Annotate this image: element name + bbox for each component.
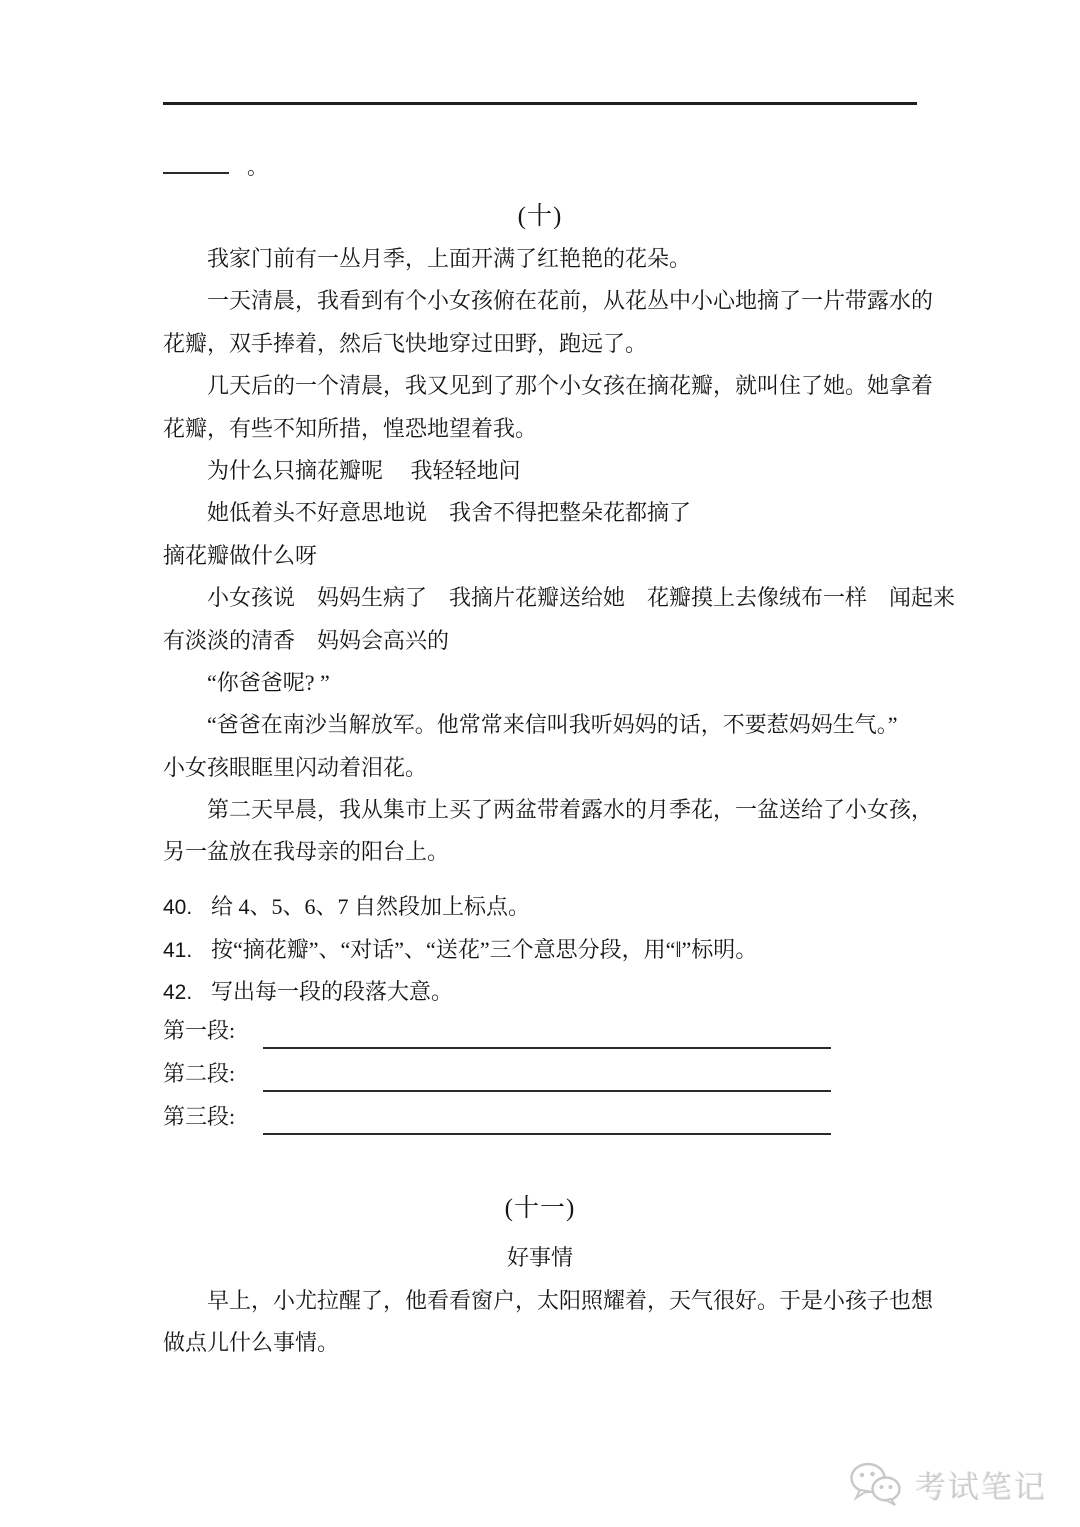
section-eleven-heading: (十一): [504, 1195, 576, 1222]
passage-line: 第二天早晨，我从集市上买了两盆带着露水的月季花，一盆送给了小女孩，: [207, 797, 934, 823]
passage-line: 摘花瓣做什么呀: [163, 542, 318, 568]
watermark: [847, 1461, 1047, 1507]
passage-line: 我家门前有一丛月季，上面开满了红艳艳的花朵。: [207, 246, 692, 271]
summary-label: 第一段:: [163, 1018, 236, 1043]
passage-line: 早上，小尤拉醒了，他看看窗户，太阳照耀着，天气很好。于是小孩子也想: [207, 1288, 934, 1313]
wechat-icon: [847, 1461, 905, 1507]
answer-fill-row: [163, 148, 268, 182]
fill-period: 。: [247, 155, 268, 179]
answer-blank-line: [263, 1101, 831, 1135]
paragraph-summary-blanks: [163, 1006, 923, 1135]
question-item: [163, 929, 923, 972]
passage-line: 做点儿什么事情。: [163, 1330, 340, 1356]
passage-line: 有淡淡的清香 妈妈会高兴的: [163, 627, 450, 653]
passage-line: 几天后的一个清晨，我又见到了那个小女孩在摘花瓣，就叫住了她。她拿着: [207, 373, 934, 399]
passage-line: 为什么只摘花瓣呢 我轻轻地问: [207, 457, 521, 483]
passage-line: “你爸爸呢? ”: [207, 669, 330, 695]
passage-line: 花瓣，有些不知所措，惶恐地望着我。: [163, 415, 538, 441]
question-number: 42.: [163, 981, 193, 1005]
answer-blank-line: [263, 1058, 831, 1092]
story-title: 好事情: [506, 1245, 573, 1270]
passage-line: 另一盆放在我母亲的阳台上。: [163, 839, 450, 865]
passage-line: 一天清晨，我看到有个小女孩俯在花前，从花丛中小心地摘了一片带露水的: [207, 288, 934, 314]
passage-line: 她低着头不好意思地说 我舍不得把整朵花都摘了: [207, 500, 692, 526]
answer-blank-line: [163, 148, 229, 174]
question-text: 写出每一段的段落大意。: [211, 979, 454, 1005]
summary-row: [163, 1006, 923, 1049]
question-number: 41.: [163, 938, 193, 962]
summary-row: [163, 1049, 923, 1092]
passage-line: 花瓣，双手捧着，然后飞快地穿过田野，跑远了。: [163, 330, 648, 356]
passage-line: 小女孩眼眶里闪动着泪花。: [163, 754, 428, 780]
summary-label: 第二段:: [163, 1061, 236, 1086]
section-ten-heading: (十): [517, 203, 563, 230]
passage-line: 小女孩说 妈妈生病了 我摘片花瓣送给她 花瓣摸上去像绒布一样 闻起来: [207, 585, 956, 611]
question-text: 给 4、5、6、7 自然段加上标点。: [211, 894, 531, 919]
summary-row: [163, 1092, 923, 1135]
question-text: 按“摘花瓣”、“对话”、“送花”三个意思分段，用“‖”标明。: [211, 936, 758, 962]
summary-label: 第三段:: [163, 1104, 236, 1129]
question-list: [163, 886, 923, 1014]
watermark-label: 考试笔记: [915, 1469, 1047, 1505]
passage-line: “爸爸在南沙当解放军。他常常来信叫我听妈妈的话，不要惹妈妈生气。”: [207, 712, 898, 738]
section-eleven-passage: [163, 1280, 934, 1365]
answer-blank-line: [263, 1015, 831, 1049]
question-number: 40.: [163, 896, 193, 919]
section-ten-passage: [163, 238, 956, 874]
question-item: [163, 886, 923, 929]
page-top-rule: [163, 102, 917, 105]
